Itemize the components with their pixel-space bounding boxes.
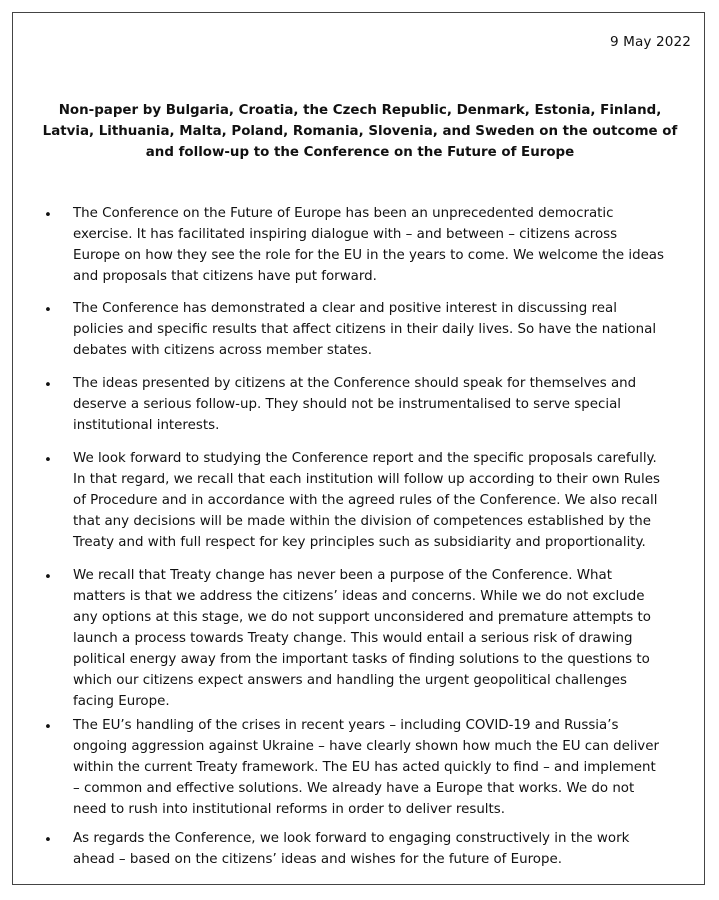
- bullet-marker: •: [44, 833, 52, 848]
- bullet-text: [73, 373, 693, 436]
- document-title: [30, 100, 690, 163]
- bullet-marker: •: [44, 378, 52, 393]
- text-line: debates with citizens across member states.: [73, 343, 373, 358]
- text-line: Treaty and with full respect for key principles such as subsidiarity and proportionality.: [73, 535, 646, 550]
- text-line: any options at this stage, we do not support unconsidered and premature attempts to: [73, 610, 651, 625]
- text-line: institutional interests.: [73, 418, 220, 433]
- text-line: ongoing aggression against Ukraine – have clearly shown how much the EU can deliver: [73, 739, 659, 754]
- bullet-text: [73, 203, 693, 287]
- text-line: that any decisions will be made within the division of competences established by the: [73, 514, 652, 529]
- text-line: – common and effective solutions. We already have a Europe that works. We do not: [73, 781, 635, 796]
- text-line: and proposals that citizens have put forward.: [73, 269, 377, 284]
- text-line: policies and specific results that affect citizens in their daily lives. So have the national: [73, 322, 657, 337]
- title-line: and follow-up to the Conference on the Future of Europe: [145, 145, 575, 160]
- document-date: 9 May 2022: [610, 34, 691, 50]
- text-line: political energy away from the important tasks of finding solutions to the questions to: [73, 652, 650, 667]
- text-line: In that regard, we recall that each institution will follow up according to their own Rules: [73, 472, 660, 487]
- text-line: within the current Treaty framework. The EU has acted quickly to find – and implement: [73, 760, 656, 775]
- text-line: We look forward to studying the Conference report and the specific proposals carefully.: [73, 451, 657, 466]
- bullet-marker: •: [44, 570, 52, 585]
- bullet-text: [73, 828, 693, 870]
- text-line: exercise. It has facilitated inspiring dialogue with – and between – citizens across: [73, 227, 618, 242]
- bullet-text: [73, 448, 693, 553]
- text-line: The EU’s handling of the crises in recent years – including COVID-19 and Russia’s: [73, 718, 619, 733]
- text-line: which our citizens expect answers and handling the urgent geopolitical challenges: [73, 673, 627, 688]
- bullet-marker: •: [44, 453, 52, 468]
- text-line: As regards the Conference, we look forward to engaging constructively in the work: [73, 831, 630, 846]
- title-line: Latvia, Lithuania, Malta, Poland, Romania, Slovenia, and Sweden on the outcome of: [42, 124, 678, 139]
- title-line: Non-paper by Bulgaria, Croatia, the Czech Republic, Denmark, Estonia, Finland,: [58, 103, 662, 118]
- bullet-text: [73, 298, 693, 361]
- bullet-text: [73, 565, 693, 712]
- text-line: deserve a serious follow-up. They should not be instrumentalised to serve special: [73, 397, 622, 412]
- text-line: The ideas presented by citizens at the Conference should speak for themselves and: [73, 376, 637, 391]
- bullet-text: [73, 715, 693, 820]
- bullet-marker: •: [44, 208, 52, 223]
- text-line: Europe on how they see the role for the EU in the years to come. We welcome the ideas: [73, 248, 664, 263]
- text-line: matters is that we address the citizens’ ideas and concerns. While we do not exclude: [73, 589, 645, 604]
- text-line: facing Europe.: [73, 694, 170, 709]
- text-line: ahead – based on the citizens’ ideas and wishes for the future of Europe.: [73, 852, 562, 867]
- text-line: The Conference on the Future of Europe has been an unprecedented democratic: [73, 206, 614, 221]
- text-line: launch a process towards Treaty change. This would entail a serious risk of drawing: [73, 631, 633, 646]
- bullet-marker: •: [44, 720, 52, 735]
- bullet-marker: •: [44, 303, 52, 318]
- text-line: The Conference has demonstrated a clear and positive interest in discussing real: [73, 301, 617, 316]
- text-line: We recall that Treaty change has never been a purpose of the Conference. What: [73, 568, 612, 583]
- text-line: need to rush into institutional reforms in order to deliver results.: [73, 802, 506, 817]
- text-line: of Procedure and in accordance with the agreed rules of the Conference. We also recall: [73, 493, 658, 508]
